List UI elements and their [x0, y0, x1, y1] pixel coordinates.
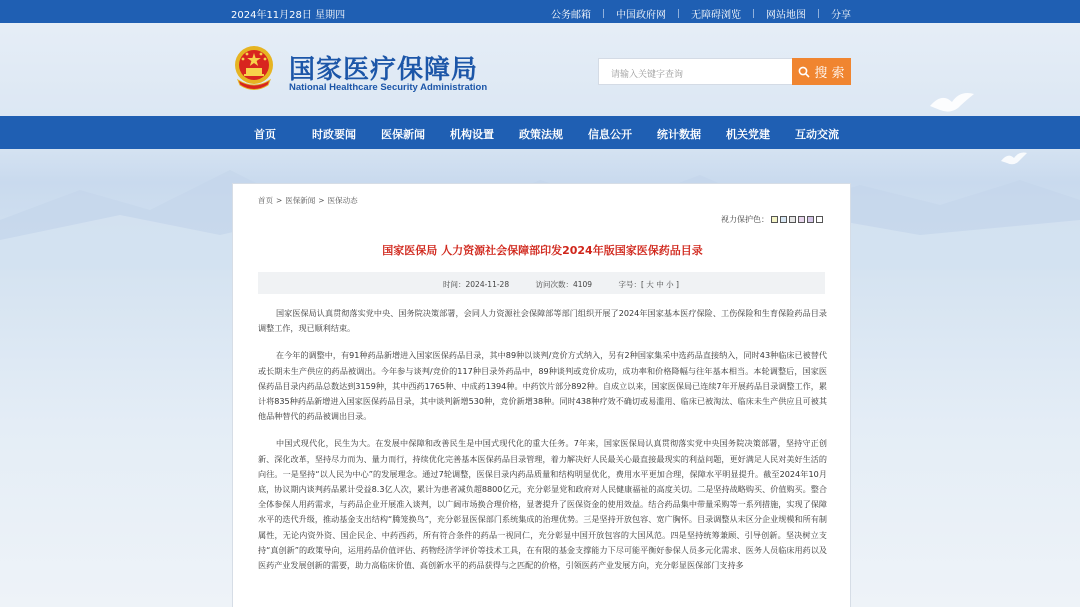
vision-swatch-pink[interactable] — [798, 216, 805, 223]
font-size-large[interactable]: 大 — [646, 280, 654, 289]
breadcrumb-dynamics[interactable]: 医保动态 — [327, 196, 358, 205]
breadcrumb-separator: > — [318, 196, 325, 205]
breadcrumb-separator: > — [276, 196, 283, 205]
vision-swatch-purple[interactable] — [807, 216, 814, 223]
nav-home[interactable]: 首页 — [254, 128, 276, 141]
top-bar — [0, 0, 1080, 23]
vision-swatch-white[interactable] — [816, 216, 823, 223]
national-emblem-icon — [232, 44, 276, 92]
breadcrumb-home[interactable]: 首页 — [258, 196, 273, 205]
vision-swatch-yellow[interactable] — [771, 216, 778, 223]
vision-swatch-blue[interactable] — [780, 216, 787, 223]
accessibility-link[interactable]: 无障碍浏览 — [691, 10, 741, 21]
search-button-label: 搜 索 — [814, 66, 845, 81]
nav-politics[interactable]: 时政要闻 — [312, 128, 356, 141]
mail-link[interactable]: 公务邮箱 — [551, 10, 591, 21]
share-link[interactable]: 分享 — [831, 10, 851, 21]
article-meta — [258, 272, 825, 294]
vision-label: 视力保护色： — [721, 215, 769, 224]
divider — [818, 9, 819, 18]
nav-organization[interactable]: 机构设置 — [450, 128, 494, 141]
top-links — [551, 6, 851, 21]
main-nav — [0, 116, 1080, 149]
font-size-label: 字号：[ — [618, 280, 644, 289]
dove-decoration — [928, 88, 976, 118]
publish-date: 时间：2024-11-28 — [443, 280, 510, 289]
breadcrumb-news[interactable]: 医保新闻 — [285, 196, 316, 205]
article-card — [232, 183, 851, 607]
nav-info-disclosure[interactable]: 信息公开 — [588, 128, 632, 141]
search-input[interactable]: 请输入关键字查询 — [598, 58, 794, 85]
sitemap-link[interactable]: 网站地图 — [766, 10, 806, 21]
divider — [678, 9, 679, 18]
nav-policy[interactable]: 政策法规 — [519, 128, 563, 141]
font-size-control — [618, 280, 678, 289]
font-size-small[interactable]: 小 — [666, 280, 674, 289]
divider — [753, 9, 754, 18]
site-title-cn[interactable]: 国家医疗保障局 — [289, 55, 479, 85]
nav-statistics[interactable]: 统计数据 — [657, 128, 701, 141]
current-date: 2024年11月28日 星期四 — [231, 10, 346, 21]
search-button[interactable] — [792, 58, 851, 85]
article-paragraph: 国家医保局认真贯彻落实党中央、国务院决策部署，会同人力资源社会保障部等部门组织开展了2024年国家基本医疗保险、工伤保险和生育保险药品目录调整工作，现已顺利结束。 — [258, 308, 827, 334]
article-body — [258, 306, 827, 585]
search-icon — [798, 66, 810, 78]
article-paragraph: 中国式现代化，民生为大。在发展中保障和改善民生是中国式现代化的重大任务。7年来，国家医保局认真贯彻落实党中央国务院决策部署，坚持守正创新、深化改革，坚持尽力而为、量力而行，持续优化完善基本医保药品目录管理，着力解决好人民最关心最直接最现实的利益问题，更好满足人民对美好生活的向往。一是坚持“以人民为中心”的发展理念。通过7轮调整，医保目录内药品质量和结构明显优化，费用水平更加合理，保障水平明显提升。截至2024年10月底，协议期内谈判药品累计受益8.3亿人次，累计为患者减负超8800亿元，充分彰显党和政府对人民健康福祉的高度关切。二是坚持战略购买、价值购买。整合全体参保人用药需求，与药品企业开展准入谈判，以广阔市场换合理价格，显著提升了医保资金的使用效益。结合药品集中带量采购等一系列措施，实现了保障水平的迭代升级，推动基金支出结构“腾笼换鸟”，充分彰显医保部门系统集成的治理优势。三是坚持开放包容、宽广胸怀。目录调整从未区分企业规模和所有制属性，无论内资外资、国企民企、中药西药，所有符合条件的药品一视同仁，充分彰显中国开放包容的大国风范。四是坚持统筹兼顾、引导创新。坚决树立支持“真创新”的政策导向，运用药品价值评估、药物经济学评价等技术工具，在有限的基金支撑能力下尽可能平衡好参保人员多元化需求、医务人员临床用药以及医药产业发展创新的需要，助力高临床价值、高创新水平的药品获得与之匹配的价格，引领医药产业发展方向，充分彰显医保部门支持多 — [258, 438, 827, 571]
dove-decoration — [1000, 150, 1028, 168]
vision-protection — [721, 214, 823, 225]
font-size-end: ] — [675, 280, 679, 289]
vision-swatch-gray[interactable] — [789, 216, 796, 223]
nav-interaction[interactable]: 互动交流 — [795, 128, 839, 141]
article-paragraph: 在今年的调整中，有91种药品新增进入国家医保药品目录，其中89种以谈判/竞价方式纳入，另有2种国家集采中选药品直接纳入，同时43种临床已被替代或长期未生产供应的药品被调出。今年参与谈判/竞价的117种目录外药品中，89种谈判或竞价成功，成功率和价格降幅与往年基本相当。本轮调整后，国家医保药品目录内药品总数达到3159种，其中西药1765种、中成药1394种。中药饮片部分892种。自成立以来，国家医保局已连续7年开展药品目录调整工作，累计将835种药品新增进入国家医保药品目录，其中谈判新增530种，竞价新增38种。同时438种疗效不确切或易滥用、临床已被淘汰、临床未生产供应且可被其他品种替代的药品被调出目录。 — [258, 350, 827, 422]
divider — [603, 9, 604, 18]
nav-news[interactable]: 医保新闻 — [381, 128, 425, 141]
nav-party-building[interactable]: 机关党建 — [726, 128, 770, 141]
site-header — [0, 23, 1080, 116]
gov-site-link[interactable]: 中国政府网 — [616, 10, 666, 21]
site-title-en: National Healthcare Security Administration — [289, 82, 488, 93]
article-title: 国家医保局 人力资源社会保障部印发2024年版国家医保药品目录 — [382, 244, 703, 257]
font-size-medium[interactable]: 中 — [656, 280, 664, 289]
visit-count: 访问次数：4109 — [535, 280, 593, 289]
breadcrumb — [258, 195, 358, 206]
